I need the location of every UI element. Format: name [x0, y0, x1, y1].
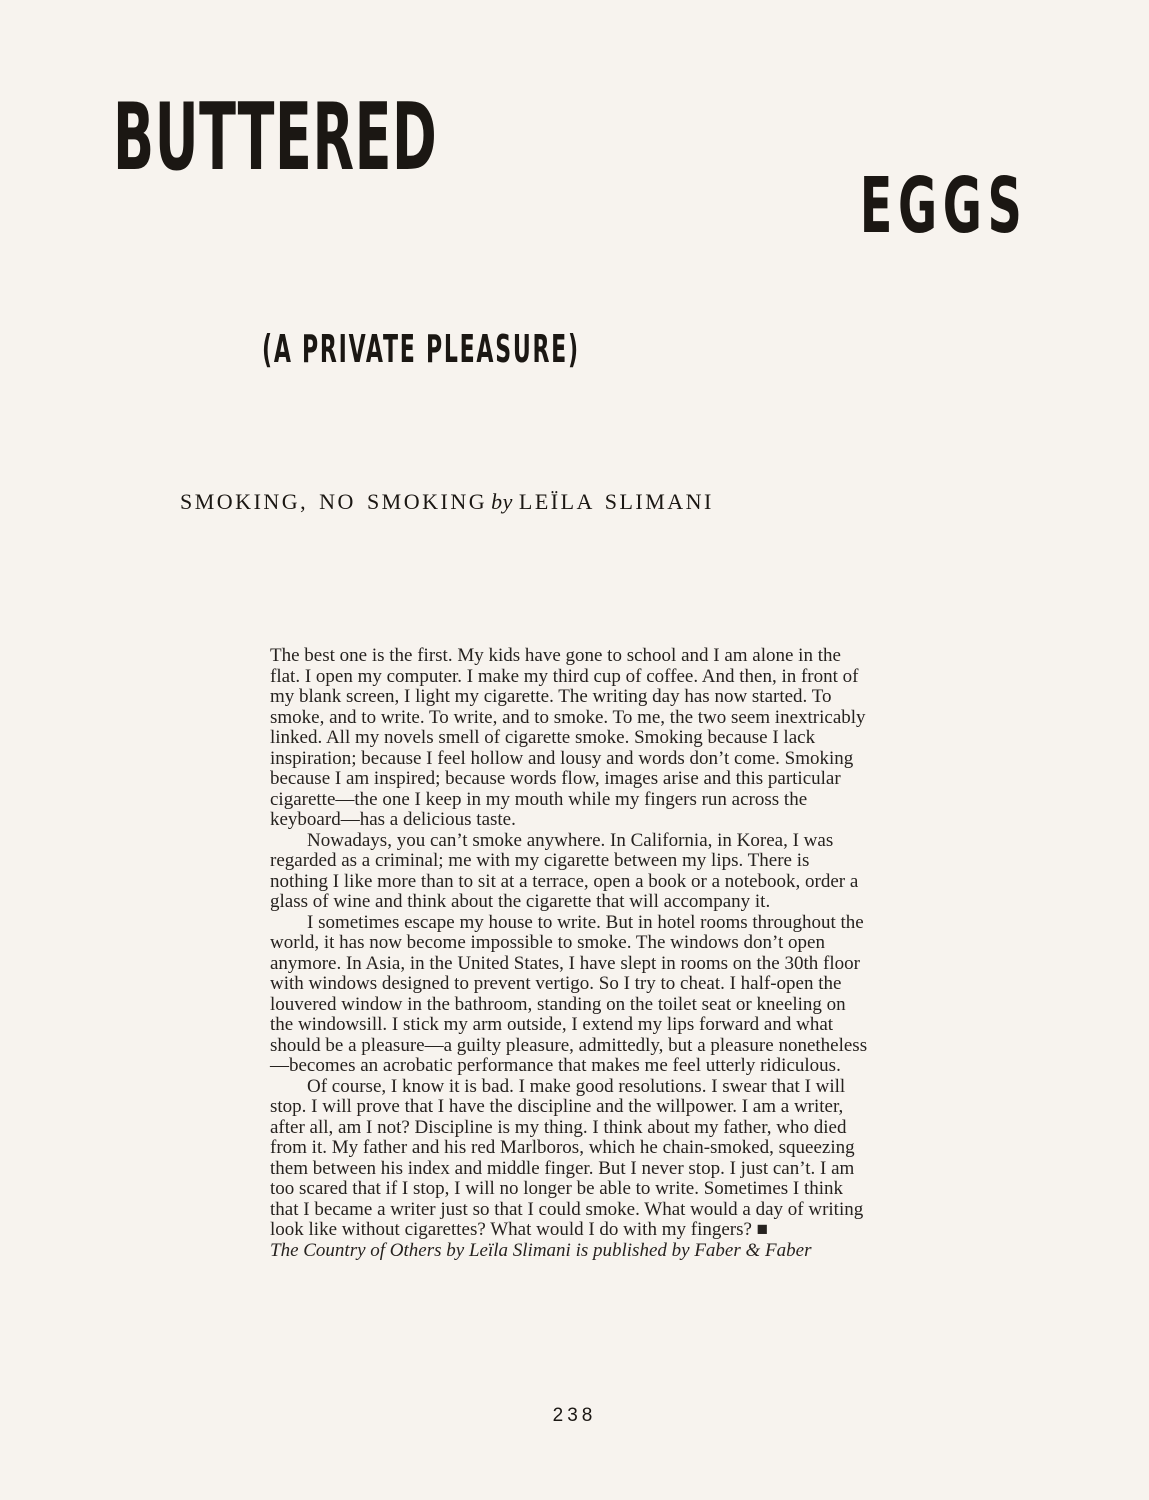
subtitle-text: (A PRIVATE PLEASURE): [262, 327, 580, 371]
page-subtitle: [262, 327, 810, 371]
article-paragraph: The best one is the first. My kids have gone to school and I am alone in the flat. I open my computer. I make my third cup of coffee. And then, in front of my blank screen, I light my cigarette. The writing day has now started. To smoke, and to write. To write, and to smoke. To me, the two seem inextricably linked. All my novels smell of cigarette smoke. Smoking because I lack inspiration; because I feel hollow and lousy and words don’t come. Smoking because I am inspired; because words flow, images arise and this particular cigarette—the one I keep in my mouth while my fingers run across the keyboard—has a delicious taste.: [270, 645, 866, 830]
title-word-eggs: EGGS: [859, 162, 1027, 251]
byline: [180, 489, 714, 515]
byline-feature-title: SMOKING, NO SMOKING: [180, 489, 488, 514]
article-paragraph: Nowadays, you can’t smoke anywhere. In California, in Korea, I was regarded as a criminal; me with my cigarette between my lips. There is nothing I like more than to sit at a terrace, open a book or a notebook, order a glass of wine and think about the cigarette that will accompany it.: [270, 829, 859, 912]
page-number: 238: [552, 1405, 597, 1426]
article-body: [270, 646, 868, 1261]
title-word-buttered: BUTTERED: [113, 83, 438, 191]
article-paragraphs: [270, 646, 868, 1241]
article-paragraph: Of course, I know it is bad. I make good resolutions. I swear that I will stop. I will prove that I have the discipline and the willpower. I am a writer, after all, am I not? Discipline is my thing. I think about my father, who died from it. My father and his red Marlboros, which he chain-smoked, squeezing them between his index and middle finger. But I never stop. I just can’t. I am too scared that if I stop, I will no longer be able to write. Sometimes I think that I became a writer just so that I could smoke. What would a day of writing look like without cigarettes? What would I do with my fingers? ■: [270, 1075, 864, 1240]
publisher-credit: The Country of Others by Leïla Slimani is published by Faber & Faber: [270, 1239, 812, 1261]
page-title-line2: [757, 162, 1027, 251]
article-paragraph: I sometimes escape my house to write. But in hotel rooms throughout the world, it has now become impossible to smoke. The windows don’t open anymore. In Asia, in the United States, I have slept in rooms on the 30th floor with windows designed to prevent vertigo. So I try to cheat. I half-open the louvered window in the bathroom, standing on the toilet seat or kneeling on the windowsill. I stick my arm outside, I extend my lips forward and what should be a pleasure—a guilty pleasure, admittedly, but a pleasure nonetheless—becomes an acrobatic performance that makes me feel utterly ridiculous.: [270, 911, 868, 1076]
byline-author: LEÏLA SLIMANI: [518, 489, 714, 514]
page-title-line1: [113, 83, 672, 191]
byline-by-word: by: [491, 489, 513, 514]
